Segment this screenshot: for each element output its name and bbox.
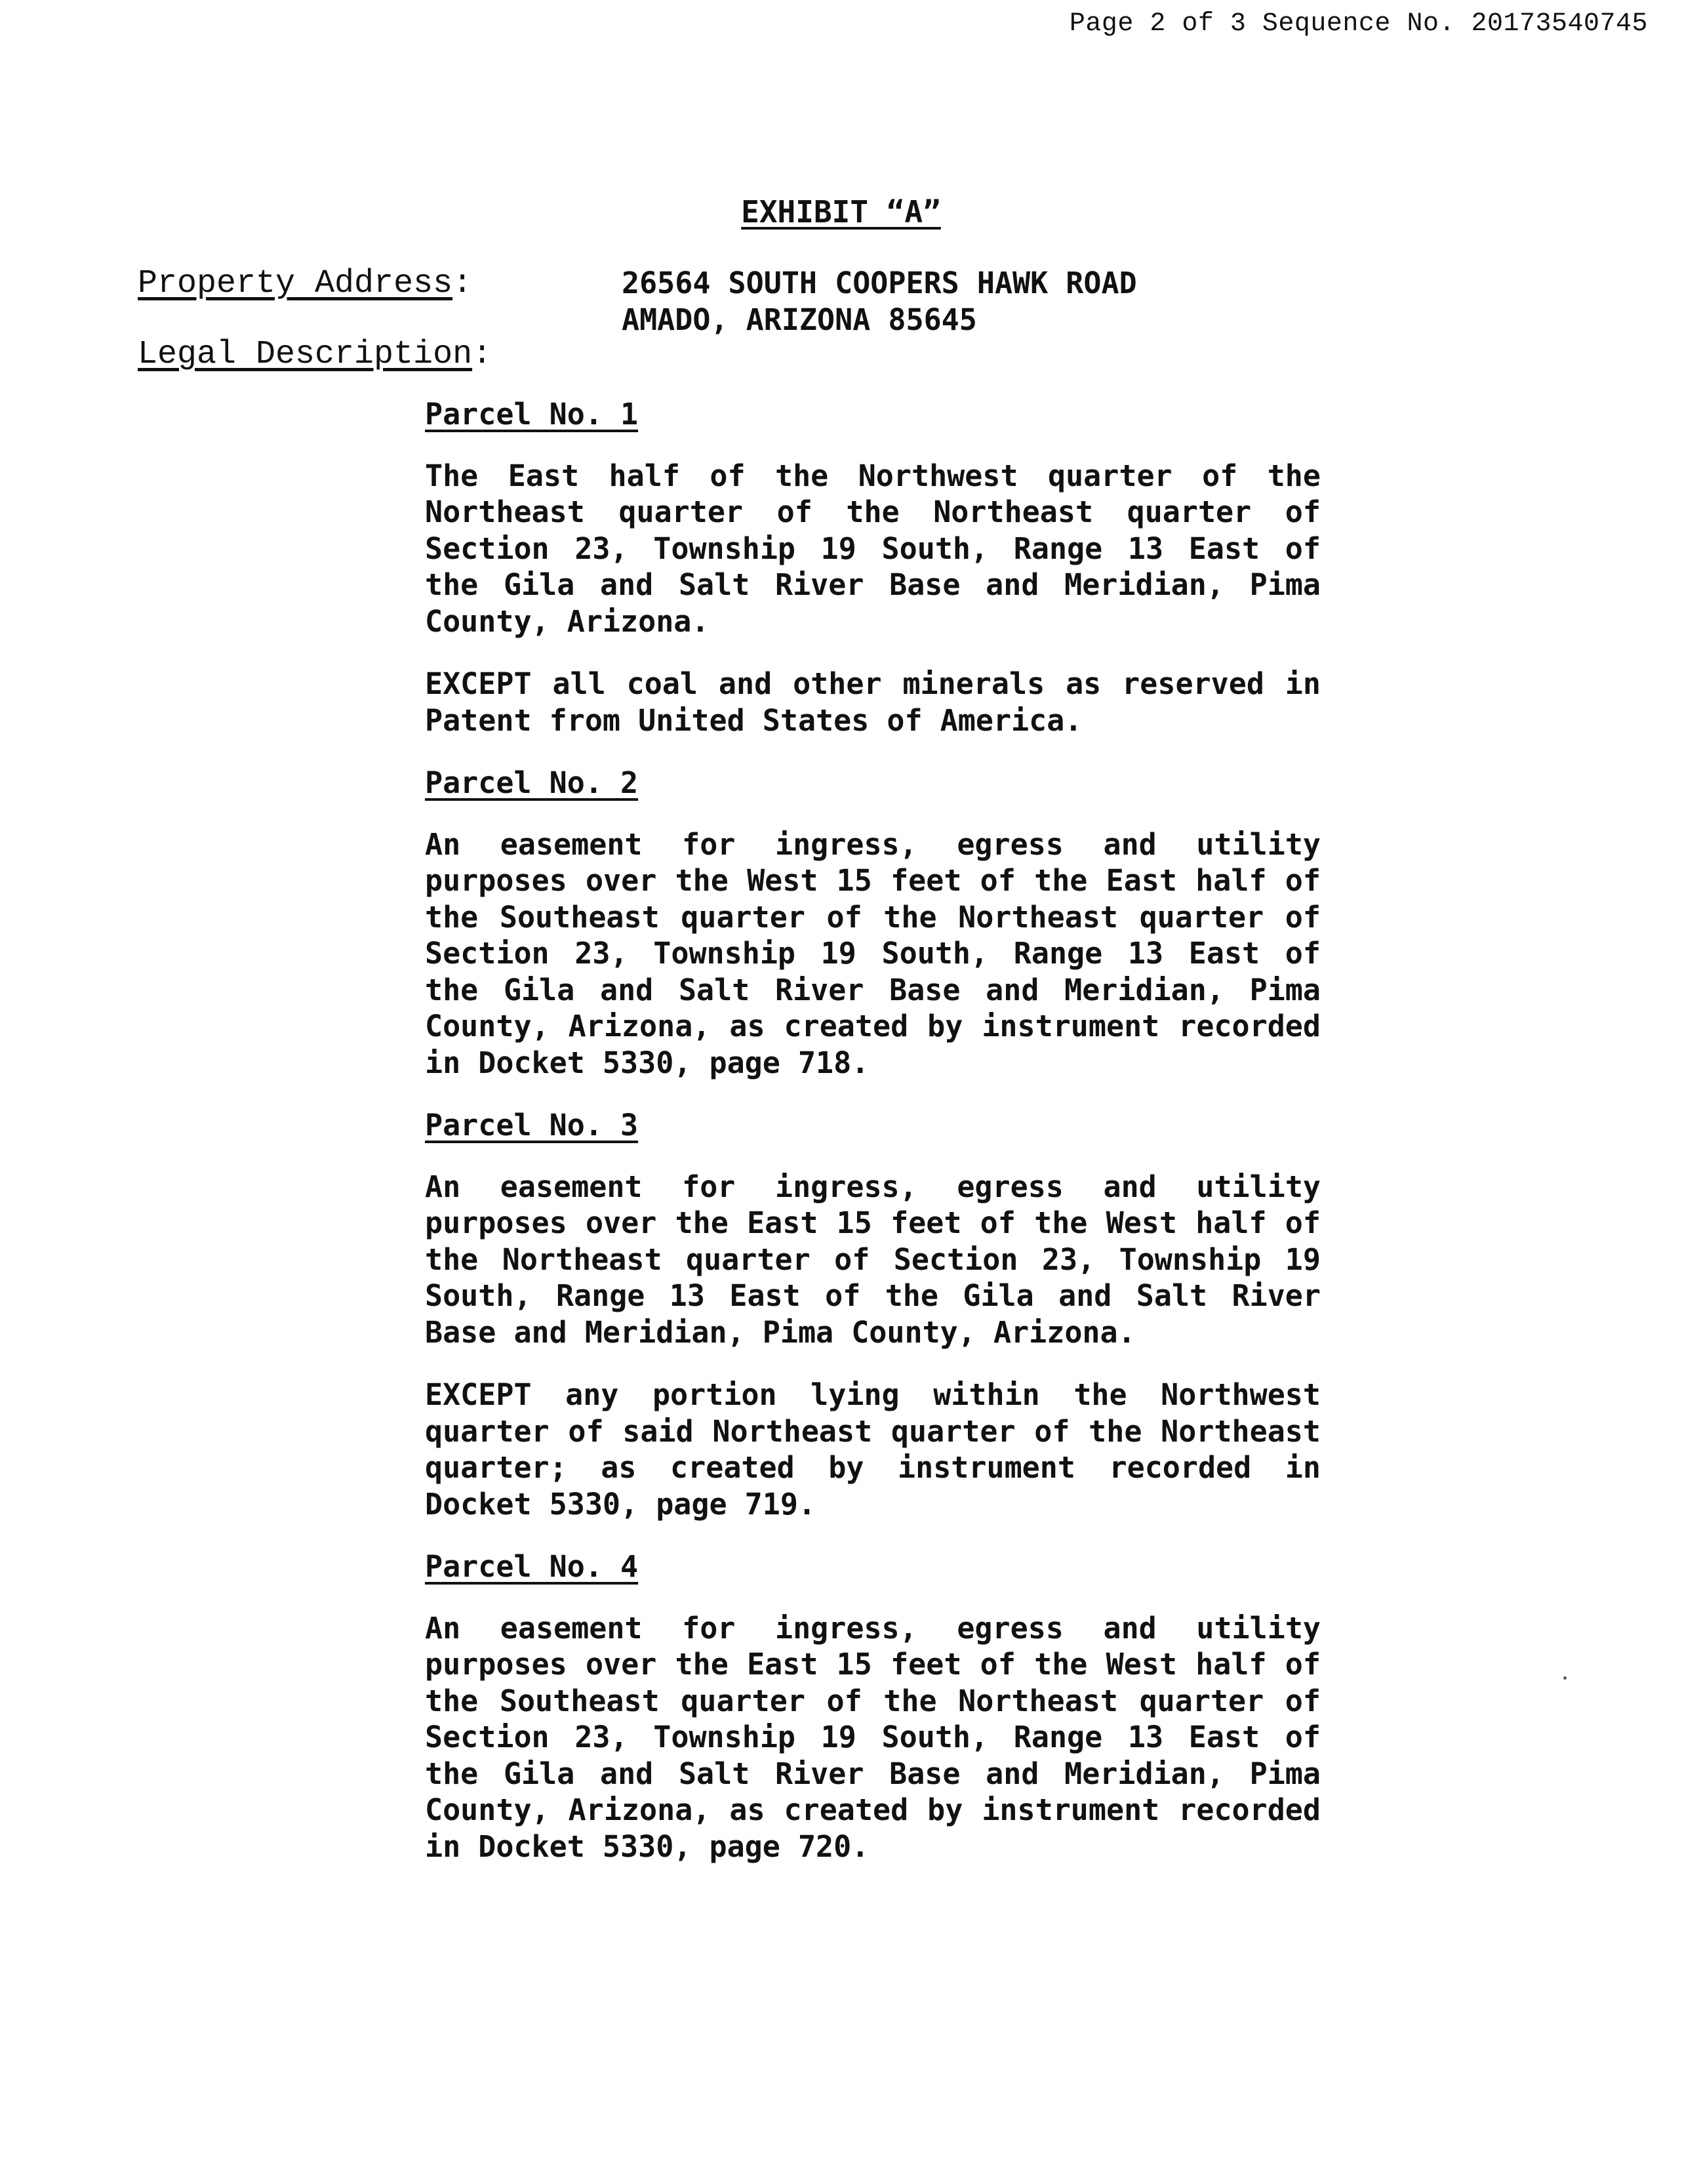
parcel-paragraph: The East half of the Northwest quarter of the Northeast quarter of the Northeast quarter of Section 23, Township 19 South, Range 13 East of the Gila and Salt River Base and Meridian, Pima County, Arizona. (425, 458, 1321, 639)
parcel-3 (425, 1107, 1321, 1522)
parcel-heading: Parcel No. 1 (425, 397, 639, 432)
parcel-paragraph: An easement for ingress, egress and utility purposes over the East 15 feet of the West half of the Southeast quarter of the Northeast quarter of Section 23, Township 19 South, Range 13 East of the Gila and Salt River Base and Meridian, Pima County, Arizona, as created by instrument recorded in Docket 5330, page 720. (425, 1610, 1321, 1864)
parcel-paragraph: An easement for ingress, egress and utility purposes over the East 15 feet of the West half of the Northeast quarter of Section 23, Township 19 South, Range 13 East of the Gila and Salt River Base and Meridian, Pima County, Arizona. (425, 1169, 1321, 1350)
exhibit-title-text: EXHIBIT “A” (741, 194, 941, 230)
property-address-label-text: Property Address (138, 265, 453, 302)
exhibit-title (0, 194, 1682, 230)
parcel-1 (425, 396, 1321, 738)
legal-description-label-text: Legal Description (138, 336, 473, 373)
page-sequence-header: Page 2 of 3 Sequence No. 20173540745 (1069, 9, 1648, 39)
parcel-heading: Parcel No. 2 (425, 765, 639, 800)
parcel-4 (425, 1548, 1321, 1865)
parcel-exception-paragraph: EXCEPT all coal and other minerals as reserved in Patent from United States of America. (425, 666, 1321, 738)
parcel-heading: Parcel No. 3 (425, 1108, 639, 1143)
scan-speck (1563, 1676, 1567, 1680)
property-address-label: Property Address: (138, 265, 473, 302)
legal-description-body (425, 396, 1321, 1891)
address-line-2: AMADO, ARIZONA 85645 (622, 302, 977, 337)
parcel-2 (425, 765, 1321, 1081)
legal-description-label: Legal Description: (138, 336, 492, 373)
property-address (622, 265, 1137, 338)
parcel-paragraph: An easement for ingress, egress and utility purposes over the West 15 feet of the East half of the Southeast quarter of the Northeast quarter of Section 23, Township 19 South, Range 13 East of the Gila and Salt River Base and Meridian, Pima County, Arizona, as created by instrument recorded in Docket 5330, page 718. (425, 826, 1321, 1080)
parcel-exception-paragraph: EXCEPT any portion lying within the Northwest quarter of said Northeast quarter of the Northeast quarter; as created by instrument recorded in Docket 5330, page 719. (425, 1377, 1321, 1522)
address-line-1: 26564 SOUTH COOPERS HAWK ROAD (622, 266, 1137, 300)
parcel-heading: Parcel No. 4 (425, 1549, 639, 1584)
